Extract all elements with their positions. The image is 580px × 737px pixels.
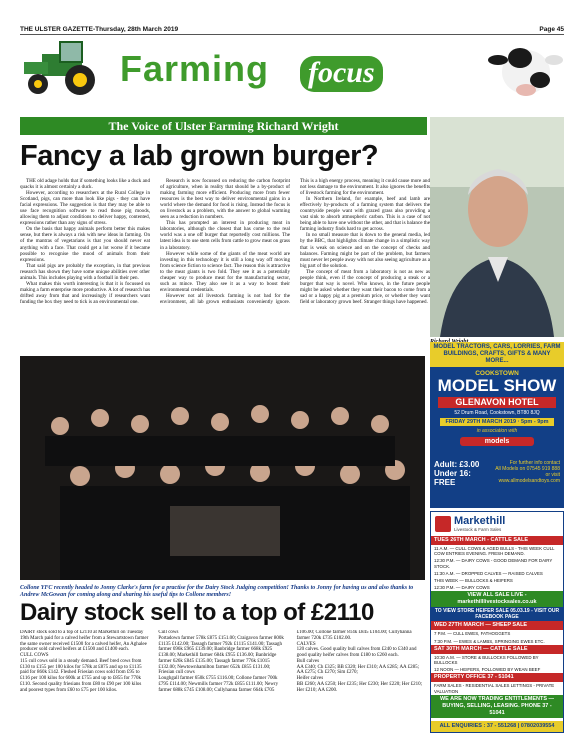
- sale-bar: WED 27TH MARCH — SHEEP SALE: [431, 621, 563, 630]
- sale-line: 7 P.M. — CULL EWES, FATHOGGETS: [434, 631, 511, 637]
- photo-caption: Collone YFC recently headed to Jonny Clarke's farm for a practise for the Dairy Stock Judging competition! Thanks to Jonny for having us and also thanks to Andrew McGowan for coming along and sharing his useful tips to Collone members!: [20, 585, 414, 598]
- sale-line: FARM SALES - RESIDENTIAL SALES LETTINGS - PRIVATE VALUATION: [434, 683, 555, 694]
- story-subhead: Heifer calves: [296, 676, 324, 681]
- story-paragraph: AA £340; Ch £325; BB £320; Her £310; AA £285; AA £285; AA £275; Ch £270; Sim £270;: [296, 664, 420, 676]
- sale-line: 7:30 P.M. — EWES & LAMBS, SPRINGING EWES ETC.: [434, 638, 545, 644]
- ad-venue: GLENAVON HOTEL: [438, 397, 556, 408]
- column-headline: Fancy a lab grown burger?: [20, 140, 379, 172]
- model-show-advert: [430, 342, 564, 508]
- view-live-banner: VIEW ALL SALE LIVE - markethilllivestocksales.co.uk: [431, 591, 563, 607]
- column-paragraph: THE old adage holds that if something looks like a duck and quacks it is almost certainly a duck.: [20, 178, 150, 191]
- column-strap: The Voice of Ulster Farming Richard Wright: [20, 117, 427, 135]
- story-headline: Dairy stock sell to a top of £2110: [20, 599, 374, 626]
- cow-icon: [486, 38, 564, 98]
- tractor-icon: [20, 40, 112, 96]
- story-paragraph: DAIRY stock sold to a top of £2110 at Markethill on Tuesday 19th March paid for a calved heifer from a Stewartstown farmer the same owner received £1500 for a calved heifer, An Aghalee producer sold calved heifers at £1500 and £1400 each.: [20, 630, 149, 653]
- story-body: [20, 630, 425, 734]
- column-paragraph: However, according to researchers at the Rural College in Scotland, pigs, can more than look like pigs - they can have facial expressions. The suggestion is that they may be able to use face recognition software to read those pig moods, allowing them to adjust conditions to deliver happy, contented, expressions rather than any signs of stress.: [20, 190, 150, 227]
- ad-date: FRIDAY 29TH MARCH 2019 · 5pm - 9pm: [440, 418, 554, 426]
- column-paragraph: In Northern Ireland, for example, beef and lamb are effectively by-products of a farming system that delivers the countryside people want with grazed grass also providing a vast sink to absorb atmospheric carbon. This is a case of not being able to have one without the other, and that is balance the farming industry finds hard to get across.: [300, 196, 430, 233]
- sale-bar: PROPERTY OFFICE 37 - 51041: [431, 673, 563, 682]
- masthead-focus: focus: [300, 56, 383, 92]
- ad-assoc: in association with: [476, 428, 518, 434]
- sale-line: 12:30 P.M. — DAIRY COWS: [434, 585, 490, 591]
- group-photo: [20, 356, 425, 580]
- story-paragraph: 120 calves. Good quality bull calves from £240 to £340 and good quality heifer calves from £180 to £260 each.: [296, 647, 417, 658]
- story-paragraph: BB £260; AA £250; Her £235; Her £230; Her £220; Her £210; Her £210; AA £200.: [296, 681, 423, 693]
- column-paragraph: The concept of meat from a laboratory is not as new as people think, even if the concept of producing a steak or a burger that way is novel. Who knows, in the future people might be asked whether they want their bacon to come from a sad or a happy pig at a premium price, or whether they want field or laboratory grown beef. Stranger things have happened.: [300, 268, 430, 305]
- ad-top-banner: MODEL TRACTORS, CARS, LORRIES, FARM BUILDINGS, CRAFTS, GIFTS & MANY MORE...: [430, 342, 564, 367]
- ad-under16-price: Under 16: FREE: [434, 469, 471, 487]
- markethill-sub: Livestock & Farm Sales: [454, 527, 502, 532]
- ad-info-1: For further info contact: [509, 460, 560, 466]
- markethill-advert: [430, 511, 564, 733]
- ad-title: MODEL SHOW: [437, 376, 557, 395]
- ad-address: 52 Drum Road, Cookstown, BT80 8JQ: [454, 410, 540, 416]
- ad-sponsor-logo: models: [460, 437, 534, 446]
- column-paragraph: In no small measure that is down to the general media, led by the BBC, that highlights climate change in a simplistic way that is weak on science and on the concept of checks and balances. Farming might be part of the problem, but farmers must never let people away with not also seeing agriculture as a big part of the solution.: [300, 232, 430, 269]
- facebook-note: TO VIEW STORE HEIFER SALE 05.03.19 - VISIT OUR FACEBOOK PAGE: [431, 607, 563, 621]
- sale-line: 11:30 A.M. — DROPPED CALVES — RAISED CALVES: [434, 570, 543, 576]
- header-publication: THE ULSTER GAZETTE-Thursday, 28th March 2019: [20, 26, 179, 33]
- markethill-logo-icon: [435, 516, 451, 532]
- sale-bar: SAT 30TH MARCH — CATTLE SALE: [431, 645, 563, 654]
- header-page-number: Page 45: [539, 26, 564, 33]
- ad-info-2: All Models on 07545 919 888: [495, 466, 560, 472]
- ad-info-3: or visit www.allmodelsandtoys.com: [498, 472, 560, 484]
- column-body: [20, 178, 430, 353]
- sale-line: 12 NOON — HEIFERS, FOLLOWED BY WEAN BEEF: [434, 667, 541, 673]
- sale-bar: TUES 26TH MARCH - CATTLE SALE: [431, 536, 563, 545]
- sale-line: 11 A.M. — CULL COWS & AGED BULLS - THIS WEEK CULL COW ENTRIES EVENING. FRESH DEMAND.: [434, 546, 555, 557]
- ad-town: COOKSTOWN: [475, 370, 519, 377]
- column-paragraph: However not all livestock farming is not bad for the environment, all lab grown enthusiasts conveniently ignore. This is a high energy process, meaning it could cause more and not less damage to the environment. It also ignores the benefits of livestock farming for the environment.: [160, 178, 430, 305]
- story-subhead: CALVES: [296, 641, 316, 647]
- story-subhead: Bull calves: [296, 658, 320, 664]
- story-subhead: CULL COWS: [20, 653, 49, 658]
- column-paragraph: However while some of the giants of the meat world are investing in this technology it is still a long way off moving from science fiction to science fact. The reason this is attractive to the meat giants is two fold. They see it as a potentially cheaper way to produce meat for the manufacturing sector, such as mince. They also see it as a way to boost their environmental credentials.: [160, 250, 290, 293]
- story-paragraph: Loughgall farmer 650k £755 £116.00; Collone farmer 700k £795 £114.00; Newmills farmer 772k £855 £111.00; Newry farmer 688k £745 £108.00; Cullyhanna farmer 664k £705 £106.00; Collone farmer 814k £845 £104.00; Cullyhanna farmer 720k £735 £102.00.: [158, 630, 412, 693]
- sale-line: 12:30 P.M. — DAIRY COWS - GOOD DEMAND FOR DAIRY STOCK.: [434, 558, 553, 569]
- column-paragraph: Research is now focussed on reducing the carbon footprint of agriculture, when in reality that should be a by-product of making farming more efficient. Producing more from fewer resources is the best way to deliver environmental gains in a world where the demand for food is rising. Instead the focus is on livestock as a problem, with the answer to global warming seen as a reduction in numbers.: [160, 178, 290, 221]
- masthead-farming: Farming: [120, 48, 270, 89]
- entitlements-banner: WE ARE NOW TRADING ENTITLEMENTS — BUYING, SELLING, LEASING. PHONE 37 - 51041: [431, 695, 563, 718]
- column-paragraph: What makes this worth interesting is that it is focussed on making a farm enterprise more productive. A lot of research has drifted away from that and increasingly if researchers want funding the box they need to tick is an environmental one.: [20, 280, 150, 305]
- story-paragraph: 115 cull cows sold in a steady demand. Beef bred cows from £130 to £155 per 100 kilos for 578k at £875 and up to £1135 paid for 860k £142. Fleshed Friesian cows sold from £95 to £116 per 100 kilos for 600k at £755 and up to £855 for 770k £110. Second quality friesians from £80 to £90 per 100 kilos and poorest types from £60 to £75 per 100 kilos.: [20, 658, 142, 693]
- sale-line: THIS WEEK — BULLOCKS & HEIFERS: [434, 578, 513, 584]
- column-paragraph: On the basis that happy animals perform better this makes sense, but there is always a risk with new ideas in farming. On of the mantras of vegetarians is that you should never eat anything with a face. That could get a lot worse if it became possible to recognise the mood of animals from their expressions.: [20, 226, 150, 263]
- column-paragraph: This has prompted an interest in producing meat in laboratories, although the closest that has come to the real world was a one off burger that reportedly cost millions. The latest idea is to use stem cells from cattle to grow meat on grass in a laboratory.: [160, 220, 290, 251]
- sale-line: 10:30 A.M. — STORE & BULLOCKS FOLLOWED BY BULLOCKS: [434, 654, 539, 666]
- story-subhead: Friesian cull cows: [158, 670, 195, 676]
- column-paragraph: That said pigs are probably the exception, in that previous research has shown they have some unique abilities over other animals. This includes playing with a football in their pen.: [20, 262, 150, 281]
- story-subhead: Cull cows: [158, 630, 179, 635]
- story-paragraph: Portadown farmer 578k £875 £151.00; Craigavon farmer 800k £1135 £142.00; Tassagh farmer 792k £1115 £141.00; Tassagh farmer 696k £965 £139.00; Banbridge farmer 668k £925 £138.00; Markethill farmer 684k £955 £136.00; Banbridge farmer 626k £845 £135.00; Tassagh farmer 776k £1015 £132.00; Newtownhamilton farmer 652k £855 £131.00;: [158, 635, 284, 670]
- ad-adult-price: Adult: £3.00: [434, 460, 480, 469]
- page-header: [20, 26, 564, 35]
- markethill-name: Markethill: [454, 515, 506, 527]
- portrait-photo: [430, 117, 564, 337]
- enquiries-footer: ALL ENQUIRIES : 37 - 551268 | 07802039554: [431, 721, 563, 732]
